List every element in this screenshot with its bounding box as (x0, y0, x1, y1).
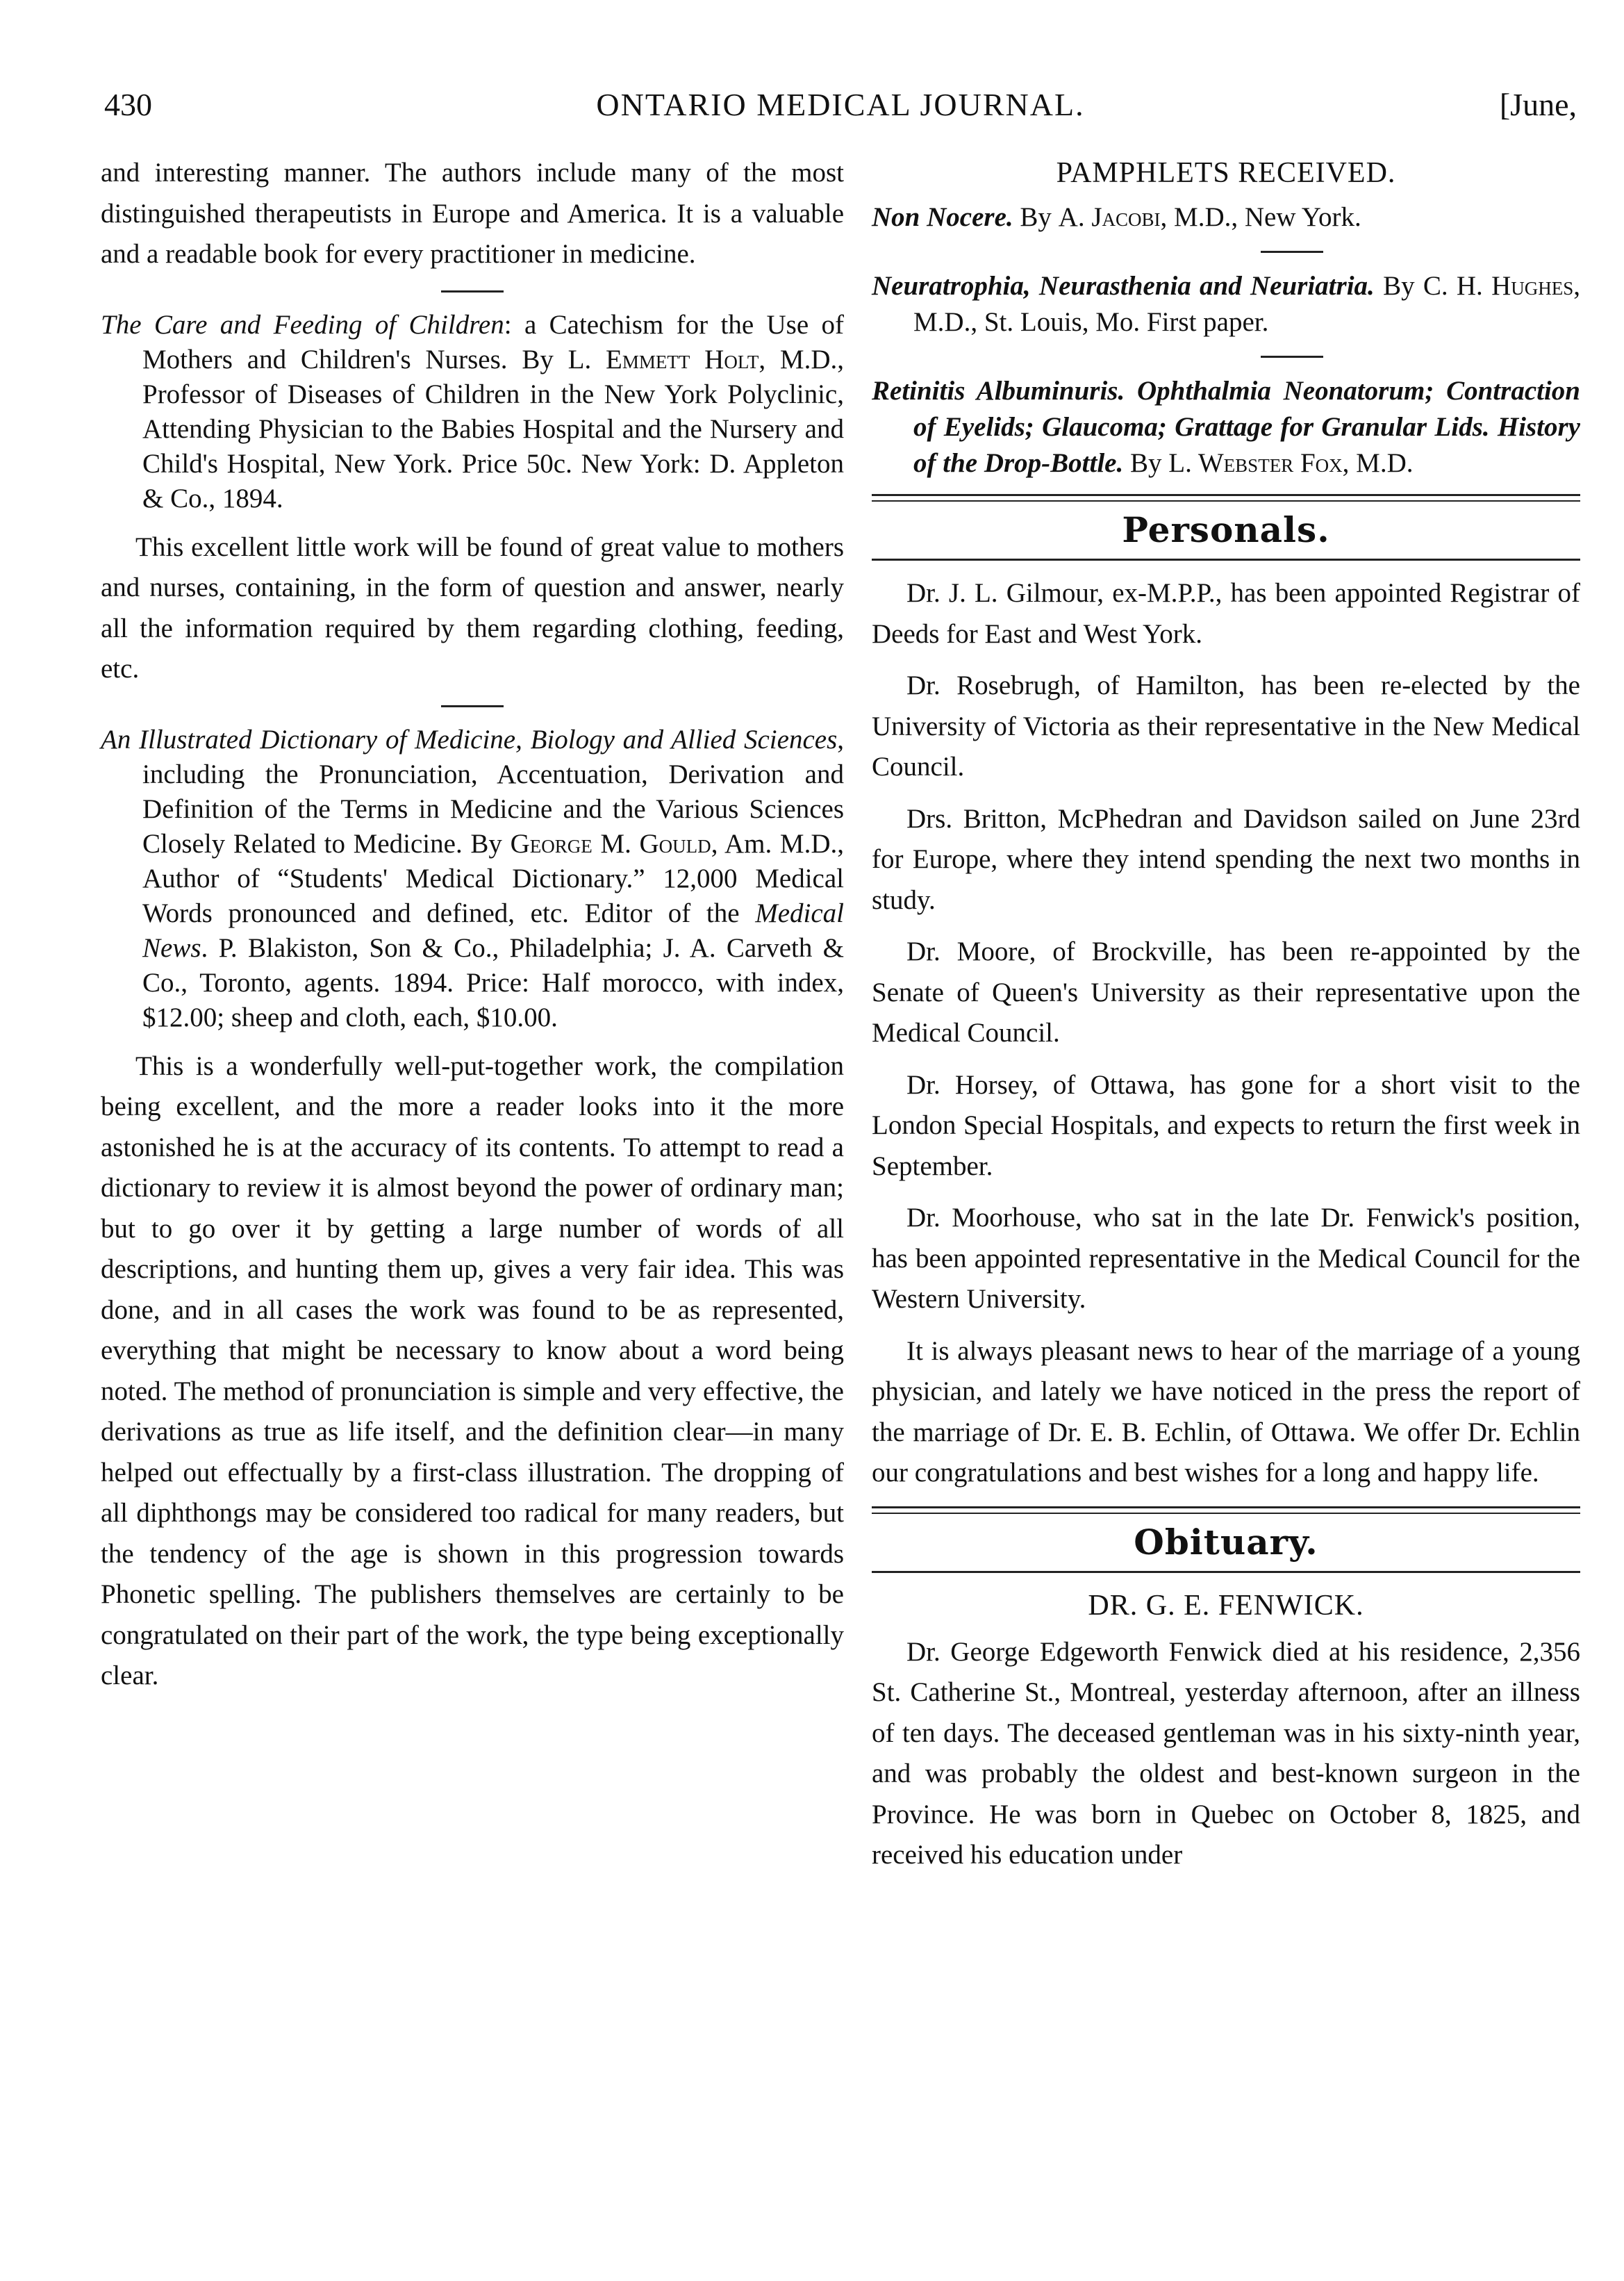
book-entry-dictionary (101, 723, 844, 1035)
personal-note: Dr. Rosebrugh, of Hamilton, has been re-elected by the University of Victoria as their representative in the New Medical Council. (872, 670, 1580, 782)
section-divider (441, 705, 504, 707)
pamphlet-details: , M.D., New York. (1160, 201, 1361, 232)
section-rule (872, 1571, 1580, 1573)
section-rule (872, 494, 1580, 502)
page-number: 430 (104, 87, 152, 122)
item-divider (1261, 251, 1323, 253)
book-entry-care-feeding (101, 308, 844, 516)
pamphlet-title: Retinitis Albuminuris. Ophthalmia Neonatorum; Contraction of Eyelids; Glaucoma; Grattage for Granular Lids. History of the Drop-Bottle. (872, 375, 1580, 478)
running-head (104, 86, 1577, 135)
book-author: George M. Gould (510, 828, 711, 859)
pamphlet-item (872, 373, 1580, 481)
pamphlet-details: , M.D., St. Louis, Mo. First paper. (913, 270, 1580, 337)
obituary-subheading: DR. G. E. FENWICK. (1088, 1590, 1364, 1622)
personal-note: Drs. Britton, McPhedran and Davidson sailed on June 23rd for Europe, where they intend spending the next two months in study. (872, 803, 1580, 915)
book-title: An Illustrated Dictionary of Medicine, Biology and Allied Sciences (101, 724, 838, 755)
journal-title: ONTARIO MEDICAL JOURNAL. (596, 87, 1085, 122)
pamphlet-by: By (1123, 447, 1169, 478)
section-rule (872, 559, 1580, 561)
personals-heading: Personals. (1122, 509, 1330, 550)
review-body: This excellent little work will be found of great value to mothers and nurses, containing, in the form of question and answer, nearly all the information required by them regarding clothing, feeding, etc. (101, 532, 844, 684)
pamphlet-title: Non Nocere. (872, 201, 1013, 232)
section-divider (441, 290, 504, 293)
book-subtitle: , including the Pronunciation, Accentuation, Derivation and Definition of the Terms in Medicine and the Various Sciences Closely Related to Medicine. By (142, 724, 844, 859)
obituary-body: Dr. George Edgeworth Fenwick died at his residence, 2,356 St. Catherine St., Montreal, yesterday afternoon, after an illness of ten days. The deceased gentleman was in his sixty-ninth year, and was probably the oldest and best-known surgeon in the Province. He was born in Quebec on October 8, 1825, and received his education under (872, 1636, 1580, 1870)
pamphlet-item (872, 199, 1580, 236)
pamphlet-author: L. Webster Fox (1168, 447, 1343, 478)
obituary-heading: Obituary. (1134, 1521, 1318, 1563)
section-rule (872, 1506, 1580, 1514)
pamphlet-details: , M.D. (1342, 447, 1414, 478)
pamphlets-heading: PAMPHLETS RECEIVED. (1056, 157, 1396, 189)
personal-note: Dr. Horsey, of Ottawa, has gone for a short visit to the London Special Hospitals, and expects to return the first week in September. (872, 1069, 1580, 1181)
personal-note: It is always pleasant news to hear of the marriage of a young physician, and lately we have noticed in the press the report of the marriage of Dr. E. B. Echlin, of Ottawa. We offer Dr. Echlin our congratulations and best wishes for a long and happy life. (872, 1335, 1580, 1488)
continued-paragraph: and interesting manner. The authors include many of the most distinguished therapeutists in Europe and America. It is a valuable and a readable book for every practitioner in medicine. (101, 158, 844, 269)
pamphlets-list (872, 199, 1580, 481)
right-column (872, 153, 1580, 1876)
pamphlet-item (872, 268, 1580, 340)
issue-month: [June, (1499, 87, 1577, 122)
personal-note: Dr. Moore, of Brockville, has been re-appointed by the Senate of Queen's University as their representative upon the Medical Council. (872, 937, 1580, 1048)
pamphlet-by: By (1013, 201, 1059, 232)
book-details: , Am. M.D., Author of “Students' Medical Dictionary.” 12,000 Medical Words pronounced and defined, etc. Editor of the (142, 828, 844, 928)
personal-note: Dr. Moorhouse, who sat in the late Dr. Fenwick's position, has been appointed representative in the Medical Council for the Western University. (872, 1203, 1580, 1314)
personal-note: Dr. J. L. Gilmour, ex-M.P.P., has been appointed Registrar of Deeds for East and West York. (872, 578, 1580, 649)
pamphlet-by: By (1374, 270, 1423, 301)
pamphlet-author: A. Jacobi (1058, 201, 1161, 232)
left-column (101, 153, 844, 1697)
book-title: The Care and Feeding of Children (101, 309, 504, 340)
book-details: , M.D., Professor of Diseases of Children in the New York Polyclinic, Attending Physician to the Babies Hospital and the Nursery and Child's Hospital, New York. Price 50c. New York: D. Appleton & Co., 1894. (142, 344, 845, 513)
book-subtitle: : a Catechism for the Use of Mothers and Children's Nurses. By (142, 309, 845, 374)
book-author: L. Emmett Holt (567, 344, 759, 374)
review-body: This is a wonderfully well-put-together work, the compilation being excellent, and the more a reader looks into it the more astonished he is at the accuracy of its contents. To attempt to read a dictionary to review it is almost beyond the power of ordinary man; but to go over it by getting a large number of words of all descriptions, and hunting them up, gives a very fair idea. This was done, and in all cases the work was found to be as represented, everything that might be necessary to know about a word being noted. The method of pronunciation is simple and very effective, the derivations as true as life itself, and the definition clear—in many helped out effectually by a first-class illustration. The dropping of all diphthongs may be considered too radical for many readers, but the tendency of the age is shown in this progression towards Phonetic spelling. The publishers themselves are certainly to be congratulated on their part of the work, the type being exceptionally clear. (101, 1051, 844, 1690)
item-divider (1261, 356, 1323, 358)
pamphlet-title: Neuratrophia, Neurasthenia and Neuriatria. (872, 270, 1375, 301)
book-details: . P. Blakiston, Son & Co., Philadelphia; J. A. Carveth & Co., Toronto, agents. 1894. Price: Half morocco, with index, $12.00; sheep and cloth, each, $10.00. (142, 932, 844, 1032)
journal-name: Medical News (142, 898, 844, 963)
pamphlet-author: C. H. Hughes (1423, 270, 1574, 301)
